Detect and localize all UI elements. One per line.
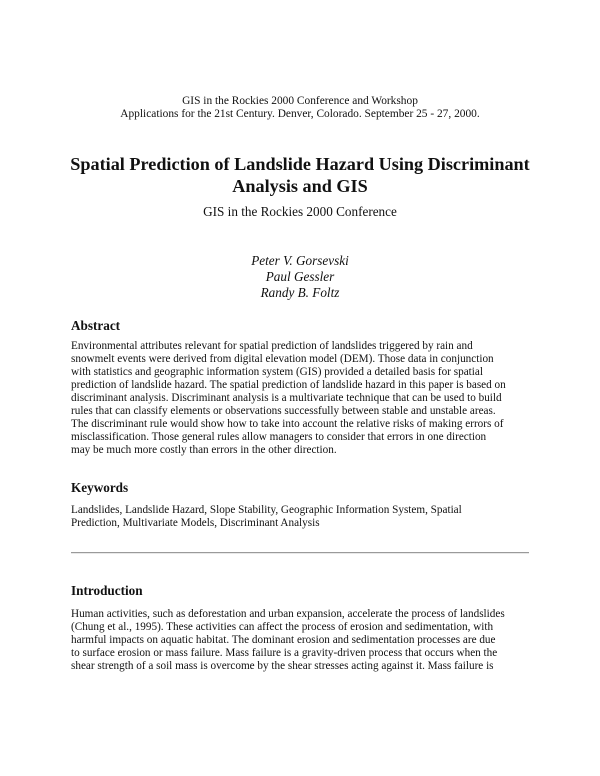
abstract-line: The discriminant rule would show how to take into account the relative risks of making errors of (71, 418, 504, 430)
abstract-line: with statistics and geographic information system (GIS) provided a detailed basis for spatial (71, 366, 483, 378)
abstract-line: prediction of landslide hazard. The spatial prediction of landslide hazard in this paper is based on (71, 379, 506, 391)
introduction-line: shear strength of a soil mass is overcome by the shear stresses acting against it. Mass failure is (71, 660, 494, 672)
introduction-heading: Introduction (71, 583, 143, 598)
conference-header-line-1: GIS in the Rockies 2000 Conference and Workshop (182, 95, 418, 107)
introduction-line: harmful impacts on aquatic habitat. The dominant erosion and sedimentation processes are due (71, 634, 496, 646)
keywords-line: Landslides, Landslide Hazard, Slope Stability, Geographic Information System, Spatial (71, 504, 462, 516)
abstract-line: Environmental attributes relevant for spatial prediction of landslides triggered by rain and (71, 340, 473, 352)
abstract-line: rules that can classify elements or observations successfully between stable and unstable areas. (71, 405, 496, 417)
keywords-line: Prediction, Multivariate Models, Discriminant Analysis (71, 517, 320, 529)
author-name: Paul Gessler (265, 269, 335, 284)
author-name: Randy B. Foltz (260, 285, 340, 300)
abstract-line: discriminant analysis. Discriminant analysis is a multivariate technique that can be used to build (71, 392, 502, 404)
abstract-heading: Abstract (71, 318, 121, 333)
paper-title-line-2: Analysis and GIS (232, 176, 368, 196)
abstract-line: may be much more costly than errors in the other direction. (71, 444, 337, 456)
paper-subtitle: GIS in the Rockies 2000 Conference (203, 204, 397, 219)
introduction-line: to surface erosion or mass failure. Mass failure is a gravity-driven process that occurs when the (71, 647, 498, 659)
keywords-heading: Keywords (71, 480, 129, 495)
section-divider (71, 552, 529, 554)
author-name: Peter V. Gorsevski (251, 253, 349, 268)
paper-title-line-1: Spatial Prediction of Landslide Hazard Using Discriminant (70, 154, 530, 174)
abstract-line: snowmelt events were derived from digital elevation model (DEM). Those data in conjunction (71, 353, 494, 365)
abstract-line: misclassification. Those general rules allow managers to consider that errors in one direction (71, 431, 487, 443)
introduction-line: Human activities, such as deforestation and urban expansion, accelerate the process of landslides (71, 608, 505, 620)
conference-header-line-2: Applications for the 21st Century. Denver, Colorado. September 25 - 27, 2000. (120, 108, 480, 120)
introduction-line: (Chung et al., 1995). These activities can affect the process of erosion and sedimentation, with (71, 621, 494, 633)
